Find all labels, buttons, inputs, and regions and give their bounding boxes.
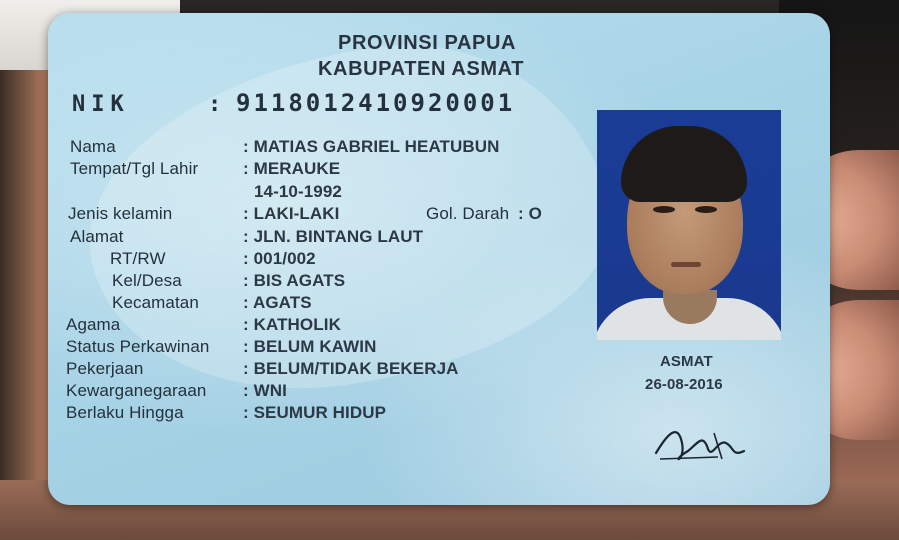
label-agama: Agama (66, 315, 121, 334)
portrait-photo (597, 110, 781, 340)
province-title: PROVINSI PAPUA (338, 32, 517, 54)
label-tempat-lahir: Tempat/Tgl Lahir (70, 159, 199, 178)
value-tanggal-lahir: 14-10-1992 (254, 182, 342, 201)
value-nama: : MATIAS GABRIEL HEATUBUN (243, 137, 500, 156)
value-tempat-lahir: : MERAUKE (243, 159, 341, 178)
value-kewarganegaraan: : WNI (243, 381, 287, 400)
nik-separator: : (208, 92, 228, 117)
photo-mouth (671, 262, 701, 267)
label-nama: Nama (70, 137, 116, 156)
value-pekerjaan: : BELUM/TIDAK BEKERJA (243, 359, 459, 378)
value-jenis-kelamin: : LAKI-LAKI (243, 204, 340, 223)
value-kel-desa: : BIS AGATS (243, 271, 346, 290)
label-kecamatan: Kecamatan (112, 293, 199, 312)
value-alamat: : JLN. BINTANG LAUT (243, 227, 424, 246)
value-status-perkawinan: : BELUM KAWIN (243, 337, 377, 356)
nik-value: 9118012410920001 (236, 89, 516, 117)
issue-date: 26-08-2016 (645, 376, 723, 393)
signature-image (648, 413, 758, 473)
photo-eye-right (695, 206, 717, 213)
id-card (48, 13, 830, 505)
label-rt-rw: RT/RW (110, 249, 166, 268)
regency-title: KABUPATEN ASMAT (318, 58, 525, 80)
label-gol-darah: Gol. Darah (426, 204, 510, 223)
label-kel-desa: Kel/Desa (112, 271, 182, 290)
label-status-perkawinan: Status Perkawinan (66, 337, 210, 356)
label-kewarganegaraan: Kewarganegaraan (66, 381, 207, 400)
issue-place: ASMAT (660, 353, 713, 370)
value-gol-darah: : O (518, 204, 542, 223)
photo-eye-left (653, 206, 675, 213)
label-pekerjaan: Pekerjaan (66, 359, 144, 378)
value-kecamatan: : AGATS (243, 293, 312, 312)
value-agama: : KATHOLIK (243, 315, 341, 334)
label-jenis-kelamin: Jenis kelamin (68, 204, 173, 223)
value-berlaku-hingga: : SEUMUR HIDUP (243, 403, 387, 422)
photo-hair (621, 126, 747, 202)
nik-label: NIK (72, 92, 130, 117)
label-alamat: Alamat (70, 227, 124, 246)
value-rt-rw: : 001/002 (243, 249, 316, 268)
label-berlaku-hingga: Berlaku Hingga (66, 403, 184, 422)
